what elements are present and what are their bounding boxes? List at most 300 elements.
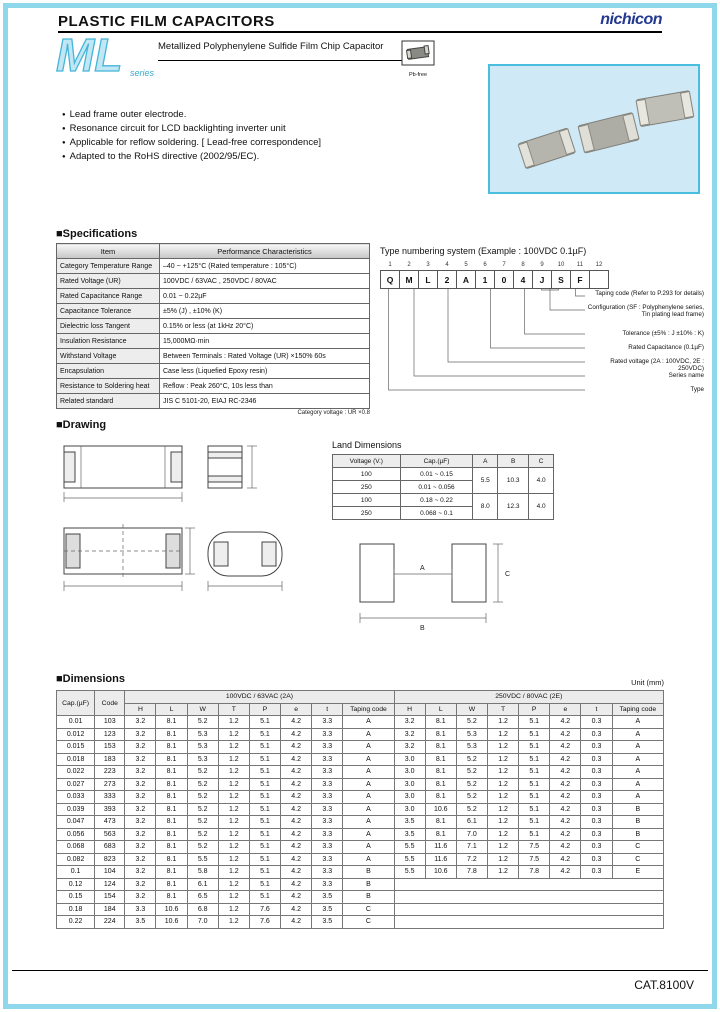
table-cell: 250	[333, 507, 401, 520]
feature-item	[62, 150, 321, 164]
feature-text: Adapted to the RoHS directive (2002/95/EC).	[69, 151, 260, 162]
table-cell: 0.3	[581, 716, 612, 729]
specifications-table-head	[57, 244, 370, 259]
table-cell: 8.1	[156, 891, 187, 904]
table-cell: 823	[95, 853, 125, 866]
table-cell: 3.3	[312, 853, 343, 866]
dimensions-table-head	[57, 691, 664, 716]
table-cell: 100VDC / 63VAC , 250VDC / 80VAC	[160, 274, 370, 289]
table-cell: 3.3	[312, 866, 343, 879]
dim-label-b: B	[420, 625, 425, 632]
table-cell: A	[343, 791, 394, 804]
table-cell: Between Terminals : Rated Voltage (UR) ×150% 60s	[160, 349, 370, 364]
table-row	[57, 334, 370, 349]
table-cell: A	[612, 778, 663, 791]
table-cell: 8	[521, 262, 525, 268]
table-cell: 5.3	[187, 741, 218, 754]
table-cell: 5.2	[187, 766, 218, 779]
drawing-heading: ■Drawing	[56, 419, 107, 431]
table-cell: 3.2	[125, 866, 156, 879]
table-row	[57, 349, 370, 364]
table-cell: 4.2	[281, 766, 312, 779]
table-cell: 1.2	[487, 828, 518, 841]
table-cell	[394, 891, 663, 904]
table-cell: 1.2	[487, 716, 518, 729]
dimensions-heading: ■Dimensions	[56, 673, 125, 685]
table-cell: 4.2	[281, 728, 312, 741]
table-cell: 5.2	[456, 778, 487, 791]
table-cell: 0.18 ~ 0.22	[400, 494, 473, 507]
table-cell: 5.1	[249, 891, 280, 904]
table-cell: 3.3	[312, 753, 343, 766]
table-cell: 8.0	[473, 494, 498, 520]
table-cell: 2	[407, 262, 411, 268]
table-cell: 5.5	[187, 853, 218, 866]
table-cell: 0.018	[57, 753, 95, 766]
table-cell: 4.2	[281, 853, 312, 866]
table-cell: 1.2	[487, 791, 518, 804]
table-cell: 154	[95, 891, 125, 904]
table-cell: 11.6	[425, 853, 456, 866]
land-table-head	[333, 455, 554, 468]
lead-free-badge-caption: Pb-free	[408, 72, 428, 78]
table-cell: 4.0	[529, 468, 554, 494]
table-cell: 7.8	[456, 866, 487, 879]
table-cell: 2	[438, 271, 457, 289]
table-cell: 3.5	[312, 903, 343, 916]
table-row	[57, 903, 664, 916]
table-cell: 1.2	[218, 791, 249, 804]
table-cell: 683	[95, 841, 125, 854]
feature-item	[62, 136, 321, 150]
group-header-250vdc: 250VDC / 80VAC (2E)	[394, 691, 663, 704]
column-header-item: Item	[57, 244, 160, 259]
table-cell: B	[343, 891, 394, 904]
table-cell: 6.5	[187, 891, 218, 904]
table-cell: 4.2	[281, 753, 312, 766]
table-cell: S	[552, 271, 571, 289]
table-cell: 3.2	[125, 841, 156, 854]
table-cell: 8.1	[425, 778, 456, 791]
table-cell: 5.2	[187, 791, 218, 804]
table-cell: 5.5	[473, 468, 498, 494]
table-cell: 3.5	[125, 916, 156, 929]
table-cell: 5.2	[187, 828, 218, 841]
table-cell: Withstand Voltage	[57, 349, 160, 364]
table-cell: 5.5	[394, 853, 425, 866]
table-row	[57, 841, 664, 854]
table-cell: 1	[476, 271, 495, 289]
table-cell: 4.0	[529, 494, 554, 520]
table-cell: P	[249, 703, 280, 716]
table-cell: 1.2	[218, 891, 249, 904]
table-cell: 5.2	[187, 816, 218, 829]
table-row	[57, 791, 664, 804]
table-cell: 3.2	[394, 741, 425, 754]
table-cell: 3.2	[125, 753, 156, 766]
header-divider	[58, 31, 662, 33]
table-cell: 1.2	[218, 728, 249, 741]
table-cell: A	[612, 791, 663, 804]
table-cell: 10.6	[156, 903, 187, 916]
table-cell: 3.2	[125, 816, 156, 829]
table-cell: 3	[426, 262, 430, 268]
table-cell: 1.2	[487, 803, 518, 816]
table-row	[57, 289, 370, 304]
table-row	[57, 379, 370, 394]
feature-text: Resonance circuit for LCD backlighting inverter unit	[69, 123, 286, 134]
table-cell: 5.2	[456, 803, 487, 816]
table-cell: Reflow : Peak 260°C, 10s less than	[160, 379, 370, 394]
table-cell: 1.2	[218, 853, 249, 866]
table-row	[57, 319, 370, 334]
table-cell: 1.2	[487, 853, 518, 866]
table-cell: 4.2	[550, 791, 581, 804]
specifications-footnote: Category voltage : UR ×0.8	[297, 410, 370, 416]
table-cell: 3.5	[394, 816, 425, 829]
table-cell: 5.2	[456, 753, 487, 766]
table-cell: 8.1	[425, 828, 456, 841]
table-cell: 8.1	[156, 803, 187, 816]
table-cell: 8.1	[156, 778, 187, 791]
footer-divider	[12, 970, 708, 971]
table-cell: 3.2	[125, 716, 156, 729]
table-cell: 12.3	[498, 494, 529, 520]
table-cell: 4.2	[281, 903, 312, 916]
table-cell: 1.2	[487, 816, 518, 829]
table-cell: 5.1	[519, 791, 550, 804]
table-cell: 4.2	[550, 853, 581, 866]
table-cell: 333	[95, 791, 125, 804]
table-cell: 0.015	[57, 741, 95, 754]
table-cell: 0.3	[581, 741, 612, 754]
table-cell: 4.2	[550, 803, 581, 816]
table-cell: 0.01 ~ 0.056	[400, 481, 473, 494]
table-cell: 8.1	[156, 728, 187, 741]
table-cell: 124	[95, 878, 125, 891]
table-cell: 7.1	[456, 841, 487, 854]
table-cell: P	[519, 703, 550, 716]
table-cell: 7.8	[519, 866, 550, 879]
table-cell: 4.2	[281, 878, 312, 891]
table-cell: A	[612, 766, 663, 779]
table-cell: 3.0	[394, 766, 425, 779]
table-cell: 0.01 ~ 0.15	[400, 468, 473, 481]
table-row	[57, 304, 370, 319]
table-cell: 4.2	[550, 828, 581, 841]
feature-item	[62, 108, 321, 122]
table-cell: 5.5	[394, 866, 425, 879]
table-cell: 3.3	[312, 741, 343, 754]
table-cell: A	[343, 778, 394, 791]
table-cell: 8.1	[156, 791, 187, 804]
feature-list	[62, 108, 321, 164]
table-cell: 0.039	[57, 803, 95, 816]
table-cell: 3.2	[394, 716, 425, 729]
table-cell: B	[498, 455, 529, 468]
series-name: ML	[56, 29, 123, 81]
product-photo-panel	[488, 64, 700, 194]
table-cell: 8.1	[156, 766, 187, 779]
table-cell: Q	[381, 271, 400, 289]
table-row	[57, 766, 664, 779]
table-cell: 0.3	[581, 841, 612, 854]
table-cell: 3.0	[394, 803, 425, 816]
table-cell: 183	[95, 753, 125, 766]
table-cell: 5.1	[519, 741, 550, 754]
table-cell: 4.2	[281, 828, 312, 841]
table-cell: 5.1	[519, 753, 550, 766]
table-cell: 224	[95, 916, 125, 929]
table-row	[57, 259, 370, 274]
table-cell: 4.2	[550, 753, 581, 766]
table-cell: 4.2	[550, 816, 581, 829]
table-cell: 5.1	[519, 828, 550, 841]
table-cell: 8.1	[425, 766, 456, 779]
table-cell: 5.3	[456, 741, 487, 754]
table-cell: 5.1	[249, 841, 280, 854]
table-cell: 123	[95, 728, 125, 741]
table-cell: 1.2	[218, 716, 249, 729]
table-cell: 8.1	[156, 841, 187, 854]
table-row	[57, 728, 664, 741]
table-cell: 4.2	[281, 816, 312, 829]
table-cell: 5.2	[187, 841, 218, 854]
type-code-rows	[381, 260, 609, 289]
table-cell: 5.2	[456, 791, 487, 804]
table-cell: L	[156, 703, 187, 716]
table-cell: 6.1	[187, 878, 218, 891]
table-cell: 5.3	[187, 753, 218, 766]
table-cell: B	[612, 816, 663, 829]
dimensions-table-body	[57, 716, 664, 929]
table-cell: 0.027	[57, 778, 95, 791]
table-cell: 8.1	[156, 878, 187, 891]
table-cell: 0.22	[57, 916, 95, 929]
feature-item	[62, 122, 321, 136]
table-cell: 3.2	[125, 766, 156, 779]
chip-capacitor-photo	[490, 66, 698, 192]
table-cell: t	[312, 703, 343, 716]
table-cell: 4.2	[550, 866, 581, 879]
table-cell: Voltage (V.)	[333, 455, 401, 468]
table-cell: 223	[95, 766, 125, 779]
table-cell: L	[419, 271, 438, 289]
table-cell	[394, 916, 663, 929]
table-cell: A	[457, 271, 476, 289]
table-cell: 4.2	[550, 766, 581, 779]
table-cell: 4	[514, 271, 533, 289]
table-cell: 11	[576, 262, 584, 268]
table-cell: Resistance to Soldering heat	[57, 379, 160, 394]
table-cell: A	[343, 716, 394, 729]
table-cell: 8.1	[156, 741, 187, 754]
table-cell: 0.3	[581, 778, 612, 791]
table-cell: H	[125, 703, 156, 716]
table-cell: A	[343, 741, 394, 754]
label-taping-code: Taping code (Refer to P.293 for details)	[595, 290, 704, 297]
table-cell: Rated Capacitance Range	[57, 289, 160, 304]
table-cell: B	[612, 803, 663, 816]
page-title: PLASTIC FILM CAPACITORS	[58, 13, 275, 30]
bullet-icon: ●	[62, 126, 66, 132]
table-cell: 7	[502, 262, 506, 268]
table-cell: JIS C 5101-20, EIAJ RC-2346	[160, 394, 370, 409]
table-cell: A	[343, 816, 394, 829]
table-cell: 7.2	[456, 853, 487, 866]
table-cell: –40 ~ +125°C (Rated temperature : 105°C)	[160, 259, 370, 274]
table-cell: 0.3	[581, 728, 612, 741]
table-cell: 5.1	[249, 878, 280, 891]
table-cell: 0.068	[57, 841, 95, 854]
table-cell: 4.2	[550, 728, 581, 741]
table-cell: 8.1	[156, 853, 187, 866]
feature-text: Lead frame outer electrode.	[69, 109, 187, 120]
feature-text: Applicable for reflow soldering. [ Lead-free correspondence]	[69, 137, 321, 148]
table-cell	[394, 878, 663, 891]
table-cell: 5.1	[249, 853, 280, 866]
type-code-boxes	[380, 260, 609, 289]
table-cell: 3.3	[312, 828, 343, 841]
table-cell: H	[394, 703, 425, 716]
table-cell: B	[612, 828, 663, 841]
table-cell: M	[400, 271, 419, 289]
table-cell: 1.2	[218, 841, 249, 854]
specifications-heading: ■Specifications	[56, 228, 138, 240]
table-cell: W	[187, 703, 218, 716]
table-row	[57, 816, 664, 829]
table-cell: 5.1	[519, 716, 550, 729]
specifications-table-body	[57, 259, 370, 409]
table-cell: 393	[95, 803, 125, 816]
series-suffix-label: series	[130, 68, 155, 78]
table-cell: 8.1	[156, 828, 187, 841]
table-cell: Related standard	[57, 394, 160, 409]
table-cell: 6.1	[456, 816, 487, 829]
table-cell: A	[473, 455, 498, 468]
land-table-body	[333, 468, 554, 520]
label-rated-voltage: Rated voltage (2A : 100VDC, 2E : 250VDC)	[610, 358, 704, 372]
table-row	[381, 271, 609, 289]
group-header-100vdc: 100VDC / 63VAC (2A)	[125, 691, 394, 704]
table-cell: 100	[333, 494, 401, 507]
table-cell: Capacitance Tolerance	[57, 304, 160, 319]
table-cell: A	[343, 853, 394, 866]
lead-free-badge-icon	[401, 40, 435, 66]
table-cell: 0.3	[581, 828, 612, 841]
table-cell: 0.012	[57, 728, 95, 741]
table-cell: 4.2	[281, 841, 312, 854]
table-cell: 0.033	[57, 791, 95, 804]
table-cell: 0.3	[581, 866, 612, 879]
land-dimensions-title: Land Dimensions	[332, 440, 402, 450]
dim-label-c: C	[505, 571, 511, 578]
table-cell: 0.3	[581, 791, 612, 804]
label-configuration: Configuration (SF : Polyphenylene series, Tin plating lead frame)	[587, 304, 704, 318]
table-cell: 8.1	[425, 728, 456, 741]
table-cell: Taping code	[612, 703, 663, 716]
table-cell: A	[343, 841, 394, 854]
table-cell: 0.18	[57, 903, 95, 916]
table-cell: 4.2	[550, 716, 581, 729]
table-cell: 3.2	[125, 878, 156, 891]
table-cell: 3.3	[312, 791, 343, 804]
table-cell: C	[612, 853, 663, 866]
table-cell: t	[581, 703, 612, 716]
table-cell: 7.6	[249, 903, 280, 916]
table-cell: 8.1	[425, 816, 456, 829]
table-cell: 11.6	[425, 841, 456, 854]
table-cell: A	[343, 803, 394, 816]
table-cell: 4.2	[281, 866, 312, 879]
table-cell: 1.2	[218, 878, 249, 891]
table-cell: A	[612, 741, 663, 754]
table-cell: 4.2	[281, 916, 312, 929]
table-cell: Case less (Liquefied Epoxy resin)	[160, 364, 370, 379]
table-cell: 8.1	[156, 816, 187, 829]
table-cell: 1.2	[487, 741, 518, 754]
table-cell: 3.3	[312, 803, 343, 816]
table-cell: 7.5	[519, 853, 550, 866]
table-cell: C	[343, 916, 394, 929]
table-cell: Encapsulation	[57, 364, 160, 379]
table-cell: 103	[95, 716, 125, 729]
table-cell: 5.2	[187, 803, 218, 816]
table-cell: E	[612, 866, 663, 879]
table-cell: 7.6	[249, 916, 280, 929]
table-row	[57, 716, 664, 729]
table-row	[57, 828, 664, 841]
table-cell: 3.3	[125, 903, 156, 916]
table-cell: L	[425, 703, 456, 716]
table-cell: 250	[333, 481, 401, 494]
table-cell: 6.8	[187, 903, 218, 916]
table-cell: 563	[95, 828, 125, 841]
table-cell: 5.2	[456, 716, 487, 729]
table-cell: 3.5	[312, 916, 343, 929]
table-cell: 3.5	[312, 891, 343, 904]
table-cell: 8.1	[156, 866, 187, 879]
table-cell: B	[343, 878, 394, 891]
table-cell: 8.1	[425, 716, 456, 729]
table-cell: 5.1	[249, 828, 280, 841]
table-cell: C	[529, 455, 554, 468]
table-cell: 5.1	[249, 741, 280, 754]
table-cell: 153	[95, 741, 125, 754]
table-cell: 0.3	[581, 753, 612, 766]
table-cell: 4	[445, 262, 449, 268]
table-cell: 473	[95, 816, 125, 829]
table-row	[57, 778, 664, 791]
bullet-icon: ●	[62, 112, 66, 118]
table-cell: 4.2	[281, 778, 312, 791]
land-pattern-drawing	[348, 530, 518, 640]
table-cell: 3.2	[125, 803, 156, 816]
label-rated-capacitance: Rated Capacitance (0.1µF)	[628, 344, 704, 351]
table-cell: 3.0	[394, 791, 425, 804]
table-cell: 8.1	[425, 741, 456, 754]
table-cell: 5.1	[519, 816, 550, 829]
table-cell: 7.5	[519, 841, 550, 854]
label-type: Type	[690, 386, 704, 393]
table-cell: 5.1	[249, 728, 280, 741]
table-cell: 5.1	[519, 778, 550, 791]
table-row	[57, 803, 664, 816]
table-cell: A	[343, 766, 394, 779]
table-cell: 3.2	[125, 728, 156, 741]
table-cell: 1.2	[218, 828, 249, 841]
table-cell: 5.1	[519, 803, 550, 816]
